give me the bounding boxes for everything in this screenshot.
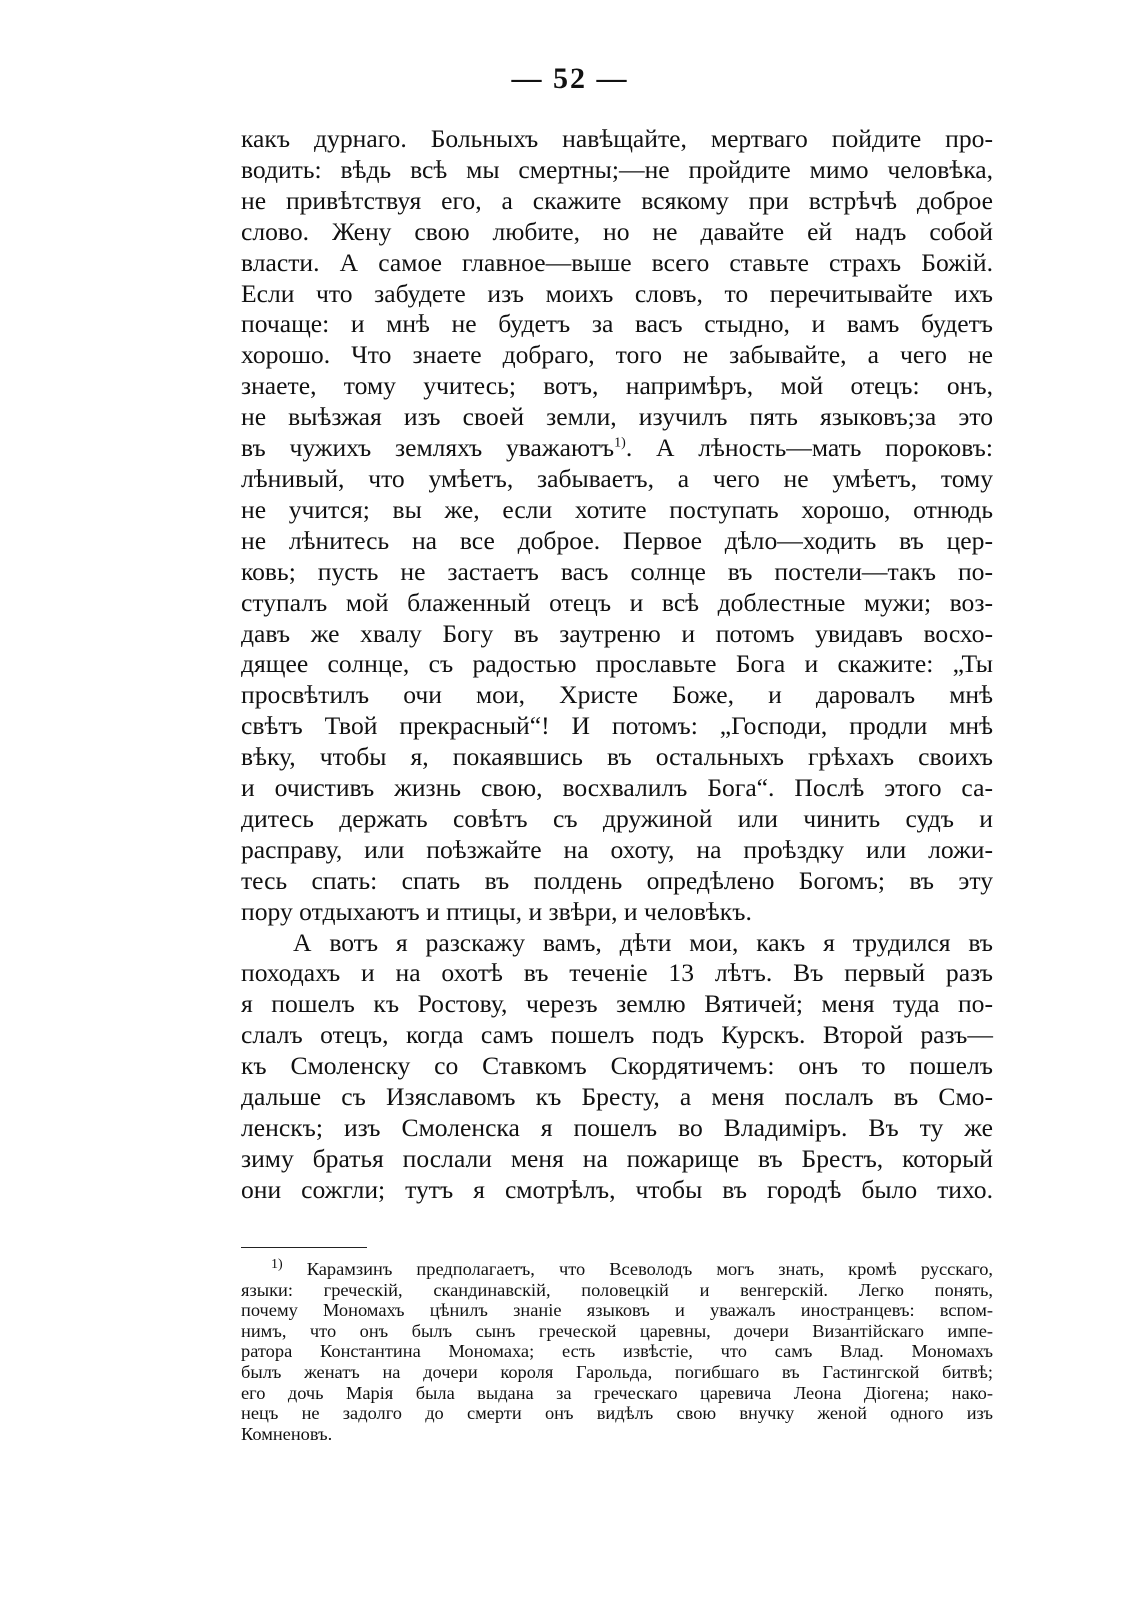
footnote-divider (241, 1247, 367, 1248)
text-line: ступалъ мой блаженный отецъ и всѣ доблестные мужи; воз- (241, 587, 993, 617)
text-line: слалъ отецъ, когда самъ пошелъ подъ Курскъ. Второй разъ— (241, 1020, 993, 1050)
text-line: давъ же хвалу Богу въ заутреню и потомъ увидавъ восхо- (241, 618, 993, 648)
text-fragment: въ чужихъ земляхъ уважаютъ (241, 433, 615, 463)
text-line-with-note-ref (241, 433, 993, 464)
text-line: знаете, тому учитесь; вотъ, напримѣръ, мой отецъ: онъ, (241, 371, 993, 401)
text-line: просвѣтилъ очи мои, Христе Боже, и даровалъ мнѣ (241, 680, 993, 710)
text-line: не учится; вы же, если хотите поступать хорошо, отнюдь (241, 494, 993, 524)
text-line: лѣнивый, что умѣетъ, забываетъ, а чего не умѣетъ, тому (241, 463, 993, 493)
footnote-line: почему Мономахъ цѣнилъ знаніе языковъ и уважалъ иностранцевъ: вспом- (241, 1300, 993, 1321)
footnote-line: нецъ не задолго до смерти онъ видѣлъ свою внучку женой одного изъ (241, 1403, 993, 1424)
text-line: какъ дурнаго. Больныхъ навѣщайте, мертваго пойдите про- (241, 124, 993, 153)
text-line: Если что забудете изъ моихъ словъ, то перечитывайте ихъ (241, 278, 993, 308)
text-line: почаще: и мнѣ не будетъ за васъ стыдно, и вамъ будетъ (241, 309, 993, 339)
text-line: дящее солнце, съ радостью прославьте Бога и скажите: „Ты (241, 649, 993, 679)
text-line: походахъ и на охотѣ въ теченіе 13 лѣтъ. Въ первый разъ (241, 958, 993, 988)
text-line: слово. Жену свою любите, но не давайте ей надъ собой (241, 216, 993, 246)
text-line: дитесь держать совѣтъ съ дружиной или чинить судъ и (241, 803, 993, 833)
footnote-line: Комненовъ. (241, 1423, 333, 1444)
text-line: водить: вѣдь всѣ мы смертны;—не пройдите мимо человѣка, (241, 154, 993, 184)
text-line: дальше съ Изяславомъ къ Бресту, а меня послалъ въ Смо- (241, 1082, 993, 1112)
text-line: расправу, или поѣзжайте на охоту, на проѣздку или ложи- (241, 834, 993, 864)
text-line: не лѣнитесь на все доброе. Первое дѣло—ходить въ цер- (241, 525, 993, 555)
text-line: и очистивъ жизнь свою, восхвалилъ Бога“. Послѣ этого са- (241, 773, 993, 803)
text-line: зиму братья послали меня на пожарище въ Брестъ, который (241, 1143, 993, 1173)
footnote-line: былъ женатъ на дочери короля Гарольда, погибшаго въ Гастингской битвѣ; (241, 1361, 993, 1382)
text-line: свѣтъ Твой прекрасный“! И потомъ: „Господи, продли мнѣ (241, 711, 993, 741)
footnote-line: нимъ, что онъ былъ сынъ греческой царевны, дочери Византійскаго импе- (241, 1320, 993, 1341)
text-line: власти. А самое главное—выше всего ставьте страхъ Божій. (241, 247, 993, 277)
text-line: я пошелъ къ Ростову, черезъ землю Вятичей; меня туда по- (241, 989, 993, 1019)
text-line: тесь спать: спать въ полдень опредѣлено Богомъ; въ эту (241, 865, 993, 895)
text-fragment: . А лѣность—мать пороковъ: (625, 433, 993, 463)
main-text (241, 124, 993, 1206)
text-line: не привѣтствуя его, а скажите всякому при встрѣчѣ доброе (241, 185, 993, 215)
text-line: ковь; пусть не застаетъ васъ солнце въ постели—такъ по- (241, 556, 993, 586)
footnote-line: языки: греческій, скандинавскій, половецкій и венгерскій. Легко понять, (241, 1279, 993, 1300)
text-line: не выѣзжая изъ своей земли, изучилъ пять языковъ;за это (241, 402, 993, 432)
footnote-line (241, 1256, 993, 1280)
text-line: ленскъ; изъ Смоленска я пошелъ во Владиміръ. Въ ту же (241, 1113, 993, 1142)
page-number: — 52 — (511, 62, 629, 95)
footnote-ref: 1) (614, 435, 626, 451)
text-line: А вотъ я разскажу вамъ, дѣти мои, какъ я трудился въ (293, 927, 993, 957)
footnote-line: его дочь Марія была выдана за греческаго царевича Леона Діогена; нако- (241, 1382, 993, 1403)
footnote-line: ратора Константина Мономаха; есть извѣстіе, что самъ Влад. Мономахъ (241, 1341, 993, 1362)
footnote-text: Карамзинъ предполагаетъ, что Всеволодъ могъ знать, кромѣ русскаго, (306, 1259, 993, 1279)
footnote-marker: 1) (271, 1256, 283, 1272)
footnote (241, 1256, 993, 1444)
text-line: къ Смоленску со Ставкомъ Скордятичемъ: онъ то пошелъ (241, 1051, 993, 1081)
text-line: пору отдыхаютъ и птицы, и звѣри, и человѣкъ. (241, 896, 752, 926)
text-line: они сожгли; тутъ я смотрѣлъ, чтобы въ городѣ было тихо. (241, 1174, 993, 1204)
text-line: вѣку, чтобы я, покаявшись въ остальныхъ грѣхахъ своихъ (241, 742, 993, 772)
text-line: хорошо. Что знаете добраго, того не забывайте, а чего не (241, 340, 993, 370)
